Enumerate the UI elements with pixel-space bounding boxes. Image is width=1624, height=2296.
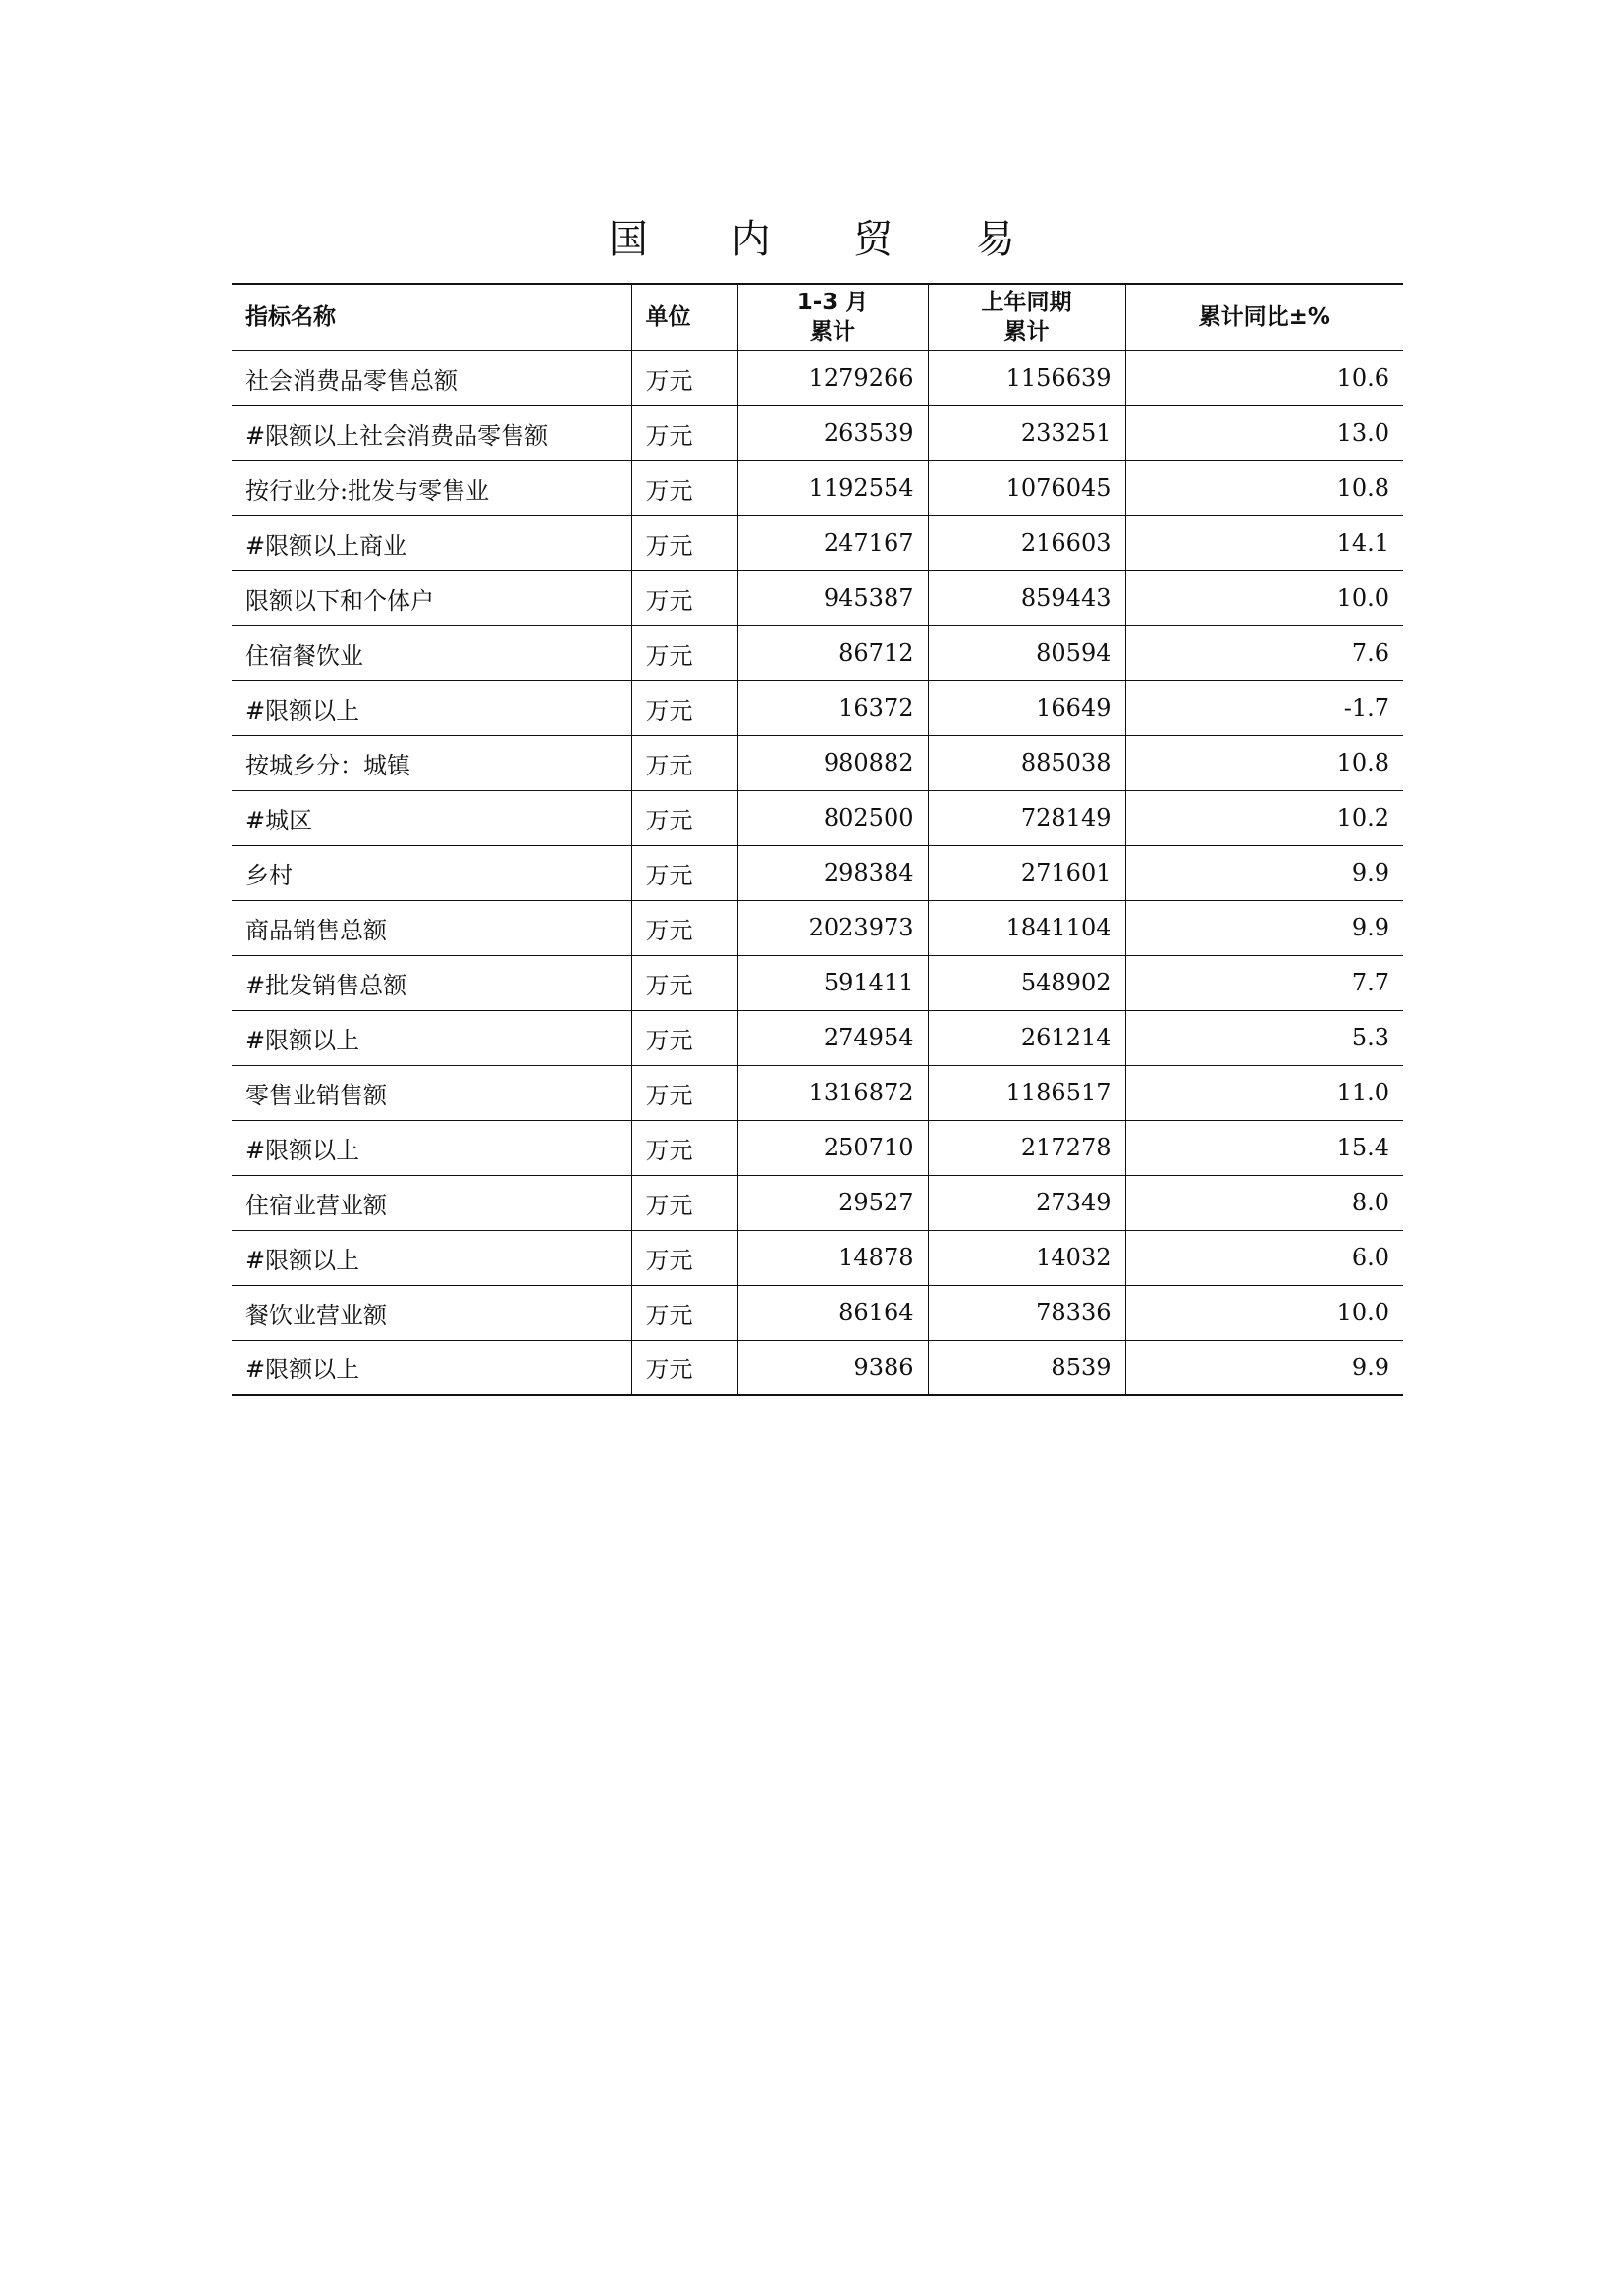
current-value-cell: 247167 <box>737 515 928 570</box>
yoy-change-cell: 10.2 <box>1125 790 1403 845</box>
table-header <box>232 284 1403 350</box>
previous-value-cell: 80594 <box>928 625 1125 680</box>
previous-value-cell: 217278 <box>928 1120 1125 1175</box>
header-indicator-name: 指标名称 <box>232 284 631 350</box>
yoy-change-cell: 6.0 <box>1125 1230 1403 1285</box>
table-row <box>232 515 1403 570</box>
yoy-change-cell: 7.7 <box>1125 955 1403 1010</box>
yoy-change-cell: 10.0 <box>1125 1285 1403 1340</box>
header-previous-line-2: 累计 <box>1003 319 1050 346</box>
yoy-change-cell: 10.6 <box>1125 350 1403 405</box>
current-value-cell: 298384 <box>737 845 928 900</box>
current-value-cell: 9386 <box>737 1340 928 1395</box>
indicator-name-cell: 零售业销售额 <box>232 1065 631 1120</box>
yoy-change-cell: 10.0 <box>1125 570 1403 625</box>
header-previous-cumulative <box>928 284 1125 350</box>
unit-cell: 万元 <box>631 1120 737 1175</box>
current-value-cell: 250710 <box>737 1120 928 1175</box>
header-yoy-change: 累计同比±% <box>1125 284 1403 350</box>
current-value-cell: 945387 <box>737 570 928 625</box>
unit-cell: 万元 <box>631 845 737 900</box>
indicator-name-cell: 按行业分:批发与零售业 <box>232 460 631 515</box>
indicator-name-cell: #限额以上 <box>232 1340 631 1395</box>
table-row <box>232 1175 1403 1230</box>
previous-value-cell: 261214 <box>928 1010 1125 1065</box>
header-unit: 单位 <box>631 284 737 350</box>
header-current-line-1: 1-3 月 <box>796 290 869 316</box>
unit-cell: 万元 <box>631 1065 737 1120</box>
previous-value-cell: 1076045 <box>928 460 1125 515</box>
yoy-change-cell: 9.9 <box>1125 845 1403 900</box>
current-value-cell: 263539 <box>737 405 928 460</box>
current-value-cell: 86164 <box>737 1285 928 1340</box>
current-value-cell: 980882 <box>737 735 928 790</box>
table-row <box>232 845 1403 900</box>
header-current-cumulative <box>737 284 928 350</box>
indicator-name-cell: #城区 <box>232 790 631 845</box>
previous-value-cell: 859443 <box>928 570 1125 625</box>
previous-value-cell: 271601 <box>928 845 1125 900</box>
unit-cell: 万元 <box>631 900 737 955</box>
yoy-change-cell: 11.0 <box>1125 1065 1403 1120</box>
previous-value-cell: 27349 <box>928 1175 1125 1230</box>
table-row <box>232 625 1403 680</box>
unit-cell: 万元 <box>631 405 737 460</box>
indicator-name-cell: #限额以上 <box>232 680 631 735</box>
previous-value-cell: 1841104 <box>928 900 1125 955</box>
table-row <box>232 900 1403 955</box>
indicator-name-cell: 住宿餐饮业 <box>232 625 631 680</box>
current-value-cell: 14878 <box>737 1230 928 1285</box>
unit-cell: 万元 <box>631 570 737 625</box>
table-row <box>232 405 1403 460</box>
previous-value-cell: 233251 <box>928 405 1125 460</box>
table-row <box>232 1285 1403 1340</box>
previous-value-cell: 548902 <box>928 955 1125 1010</box>
previous-value-cell: 728149 <box>928 790 1125 845</box>
yoy-change-cell: 9.9 <box>1125 1340 1403 1395</box>
previous-value-cell: 1156639 <box>928 350 1125 405</box>
unit-cell: 万元 <box>631 350 737 405</box>
yoy-change-cell: 7.6 <box>1125 625 1403 680</box>
unit-cell: 万元 <box>631 1175 737 1230</box>
yoy-change-cell: 13.0 <box>1125 405 1403 460</box>
current-value-cell: 1279266 <box>737 350 928 405</box>
table-row <box>232 680 1403 735</box>
indicator-name-cell: #限额以上 <box>232 1010 631 1065</box>
table-row <box>232 1340 1403 1395</box>
header-row <box>232 284 1403 350</box>
unit-cell: 万元 <box>631 955 737 1010</box>
yoy-change-cell: -1.7 <box>1125 680 1403 735</box>
indicator-name-cell: #批发销售总额 <box>232 955 631 1010</box>
table-row <box>232 1120 1403 1175</box>
previous-value-cell: 78336 <box>928 1285 1125 1340</box>
yoy-change-cell: 10.8 <box>1125 735 1403 790</box>
indicator-name-cell: #限额以上社会消费品零售额 <box>232 405 631 460</box>
page-title: 国 内 贸 易 <box>608 217 1052 262</box>
unit-cell: 万元 <box>631 735 737 790</box>
previous-value-cell: 216603 <box>928 515 1125 570</box>
current-value-cell: 29527 <box>737 1175 928 1230</box>
previous-value-cell: 8539 <box>928 1340 1125 1395</box>
indicator-name-cell: #限额以上 <box>232 1120 631 1175</box>
unit-cell: 万元 <box>631 625 737 680</box>
current-value-cell: 1316872 <box>737 1065 928 1120</box>
indicator-name-cell: 商品销售总额 <box>232 900 631 955</box>
yoy-change-cell: 9.9 <box>1125 900 1403 955</box>
indicator-name-cell: 住宿业营业额 <box>232 1175 631 1230</box>
unit-cell: 万元 <box>631 1340 737 1395</box>
yoy-change-cell: 5.3 <box>1125 1010 1403 1065</box>
table-row <box>232 1010 1403 1065</box>
table-row <box>232 350 1403 405</box>
yoy-change-cell: 14.1 <box>1125 515 1403 570</box>
unit-cell: 万元 <box>631 1230 737 1285</box>
indicator-name-cell: 餐饮业营业额 <box>232 1285 631 1340</box>
unit-cell: 万元 <box>631 460 737 515</box>
yoy-change-cell: 15.4 <box>1125 1120 1403 1175</box>
table-row <box>232 735 1403 790</box>
previous-value-cell: 16649 <box>928 680 1125 735</box>
yoy-change-cell: 10.8 <box>1125 460 1403 515</box>
current-value-cell: 591411 <box>737 955 928 1010</box>
unit-cell: 万元 <box>631 680 737 735</box>
table-row <box>232 1065 1403 1120</box>
current-value-cell: 2023973 <box>737 900 928 955</box>
previous-value-cell: 885038 <box>928 735 1125 790</box>
current-value-cell: 86712 <box>737 625 928 680</box>
indicator-name-cell: #限额以上商业 <box>232 515 631 570</box>
indicator-name-cell: #限额以上 <box>232 1230 631 1285</box>
indicator-name-cell: 限额以下和个体户 <box>232 570 631 625</box>
unit-cell: 万元 <box>631 515 737 570</box>
current-value-cell: 274954 <box>737 1010 928 1065</box>
indicator-name-cell: 按城乡分：城镇 <box>232 735 631 790</box>
yoy-change-cell: 8.0 <box>1125 1175 1403 1230</box>
unit-cell: 万元 <box>631 1010 737 1065</box>
table-row <box>232 955 1403 1010</box>
previous-value-cell: 1186517 <box>928 1065 1125 1120</box>
header-current-line-2: 累计 <box>810 319 855 346</box>
table-row <box>232 460 1403 515</box>
current-value-cell: 802500 <box>737 790 928 845</box>
table-body <box>232 350 1403 1395</box>
unit-cell: 万元 <box>631 790 737 845</box>
indicator-name-cell: 社会消费品零售总额 <box>232 350 631 405</box>
domestic-trade-table <box>232 283 1403 1396</box>
table-row <box>232 570 1403 625</box>
table-row <box>232 790 1403 845</box>
table-row <box>232 1230 1403 1285</box>
current-value-cell: 16372 <box>737 680 928 735</box>
previous-value-cell: 14032 <box>928 1230 1125 1285</box>
unit-cell: 万元 <box>631 1285 737 1340</box>
indicator-name-cell: 乡村 <box>232 845 631 900</box>
current-value-cell: 1192554 <box>737 460 928 515</box>
header-previous-line-1: 上年同期 <box>981 290 1072 316</box>
